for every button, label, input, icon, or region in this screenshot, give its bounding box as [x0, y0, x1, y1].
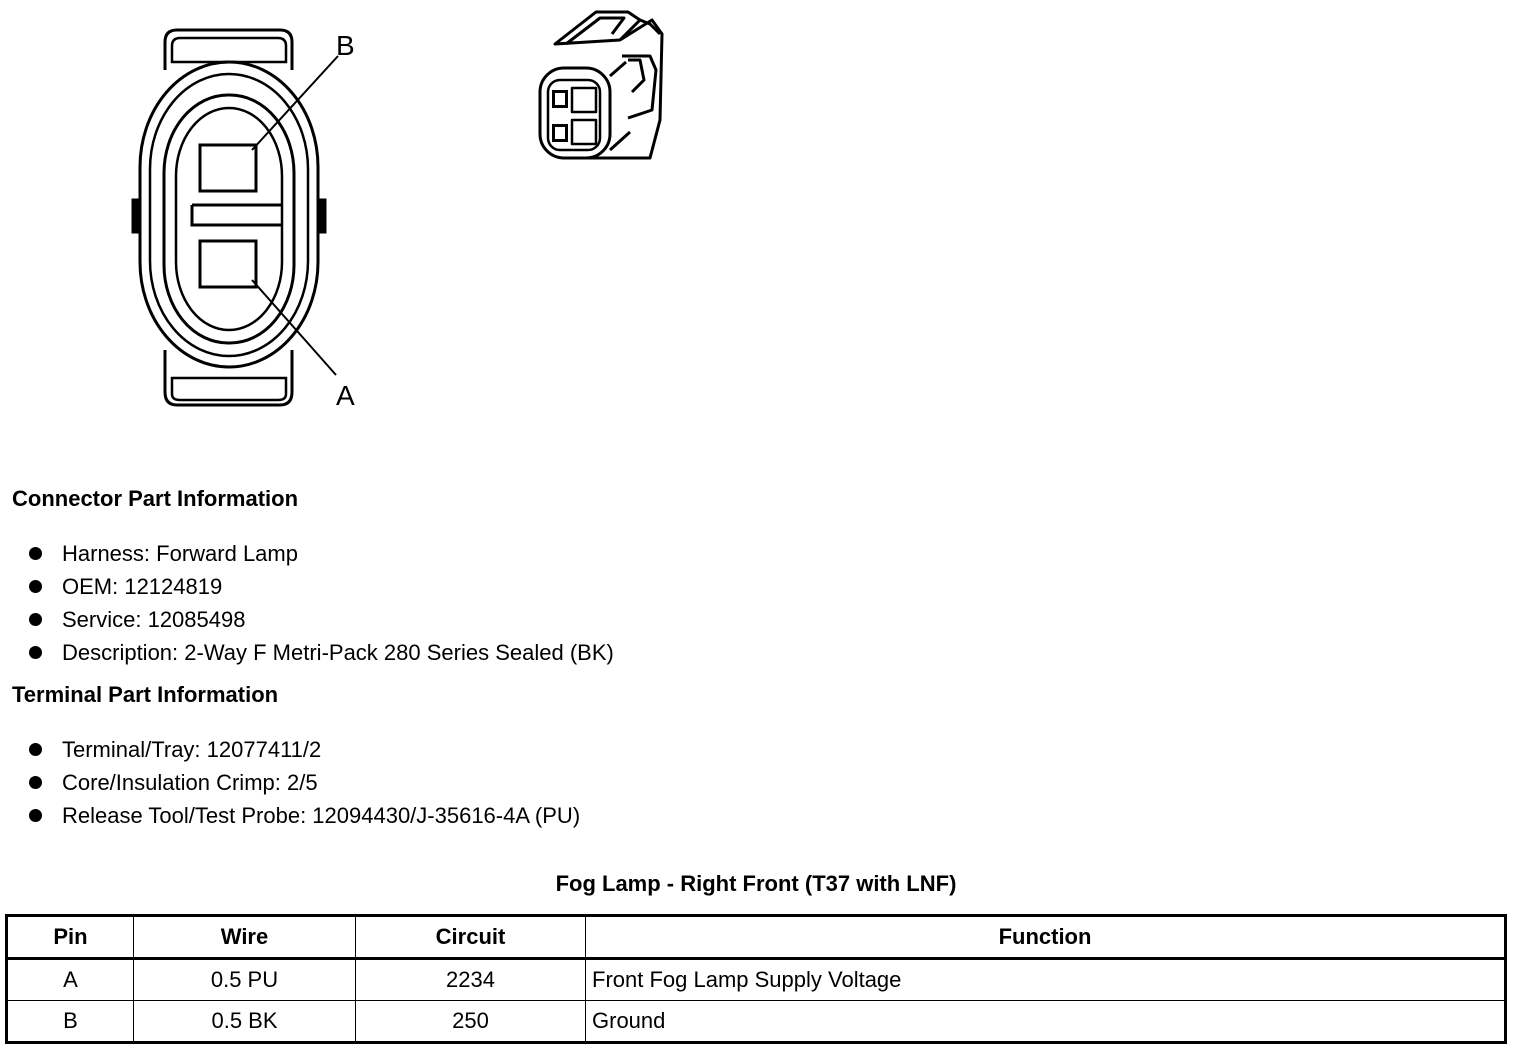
list-item: Description: 2-Way F Metri-Pack 280 Series Sealed (BK)	[0, 636, 614, 669]
bullet-icon	[29, 743, 42, 756]
pin-b-label: B	[336, 30, 355, 61]
table-row	[7, 1001, 1506, 1043]
list-item: Release Tool/Test Probe: 12094430/J-35616-4A (PU)	[0, 799, 580, 832]
terminal-part-info-heading: Terminal Part Information	[12, 682, 279, 707]
cell-wire: 0.5 BK	[134, 1001, 356, 1043]
bullet-icon	[29, 613, 42, 626]
bullet-icon	[29, 776, 42, 789]
cell-circuit: 2234	[356, 959, 586, 1001]
pin-a-label: A	[336, 380, 355, 411]
cell-function: Ground	[586, 1001, 1506, 1043]
cell-pin: A	[7, 959, 134, 1001]
list-item: Core/Insulation Crimp: 2/5	[0, 766, 580, 799]
list-item: Service: 12085498	[0, 603, 614, 636]
connector-part-info-heading: Connector Part Information	[12, 486, 299, 511]
cell-circuit: 250	[356, 1001, 586, 1043]
connector-face-view	[133, 30, 338, 405]
header-wire: Wire	[134, 916, 356, 959]
bullet-icon	[29, 809, 42, 822]
connector-3d-view	[540, 12, 662, 158]
list-item: OEM: 12124819	[0, 570, 614, 603]
terminal-part-info-list	[0, 733, 580, 832]
connector-diagram	[0, 0, 700, 420]
table-row	[7, 959, 1506, 1001]
bullet-icon	[29, 580, 42, 593]
table-header-row	[7, 916, 1506, 959]
header-function: Function	[586, 916, 1506, 959]
list-item: Terminal/Tray: 12077411/2	[0, 733, 580, 766]
bullet-icon	[29, 547, 42, 560]
connector-part-info-list	[0, 537, 614, 669]
cell-function: Front Fog Lamp Supply Voltage	[586, 959, 1506, 1001]
header-pin: Pin	[7, 916, 134, 959]
pin-table	[5, 914, 1507, 1044]
pin-table-title: Fog Lamp - Right Front (T37 with LNF)	[555, 871, 957, 896]
cell-pin: B	[7, 1001, 134, 1043]
cell-wire: 0.5 PU	[134, 959, 356, 1001]
bullet-icon	[29, 646, 42, 659]
header-circuit: Circuit	[356, 916, 586, 959]
list-item: Harness: Forward Lamp	[0, 537, 614, 570]
